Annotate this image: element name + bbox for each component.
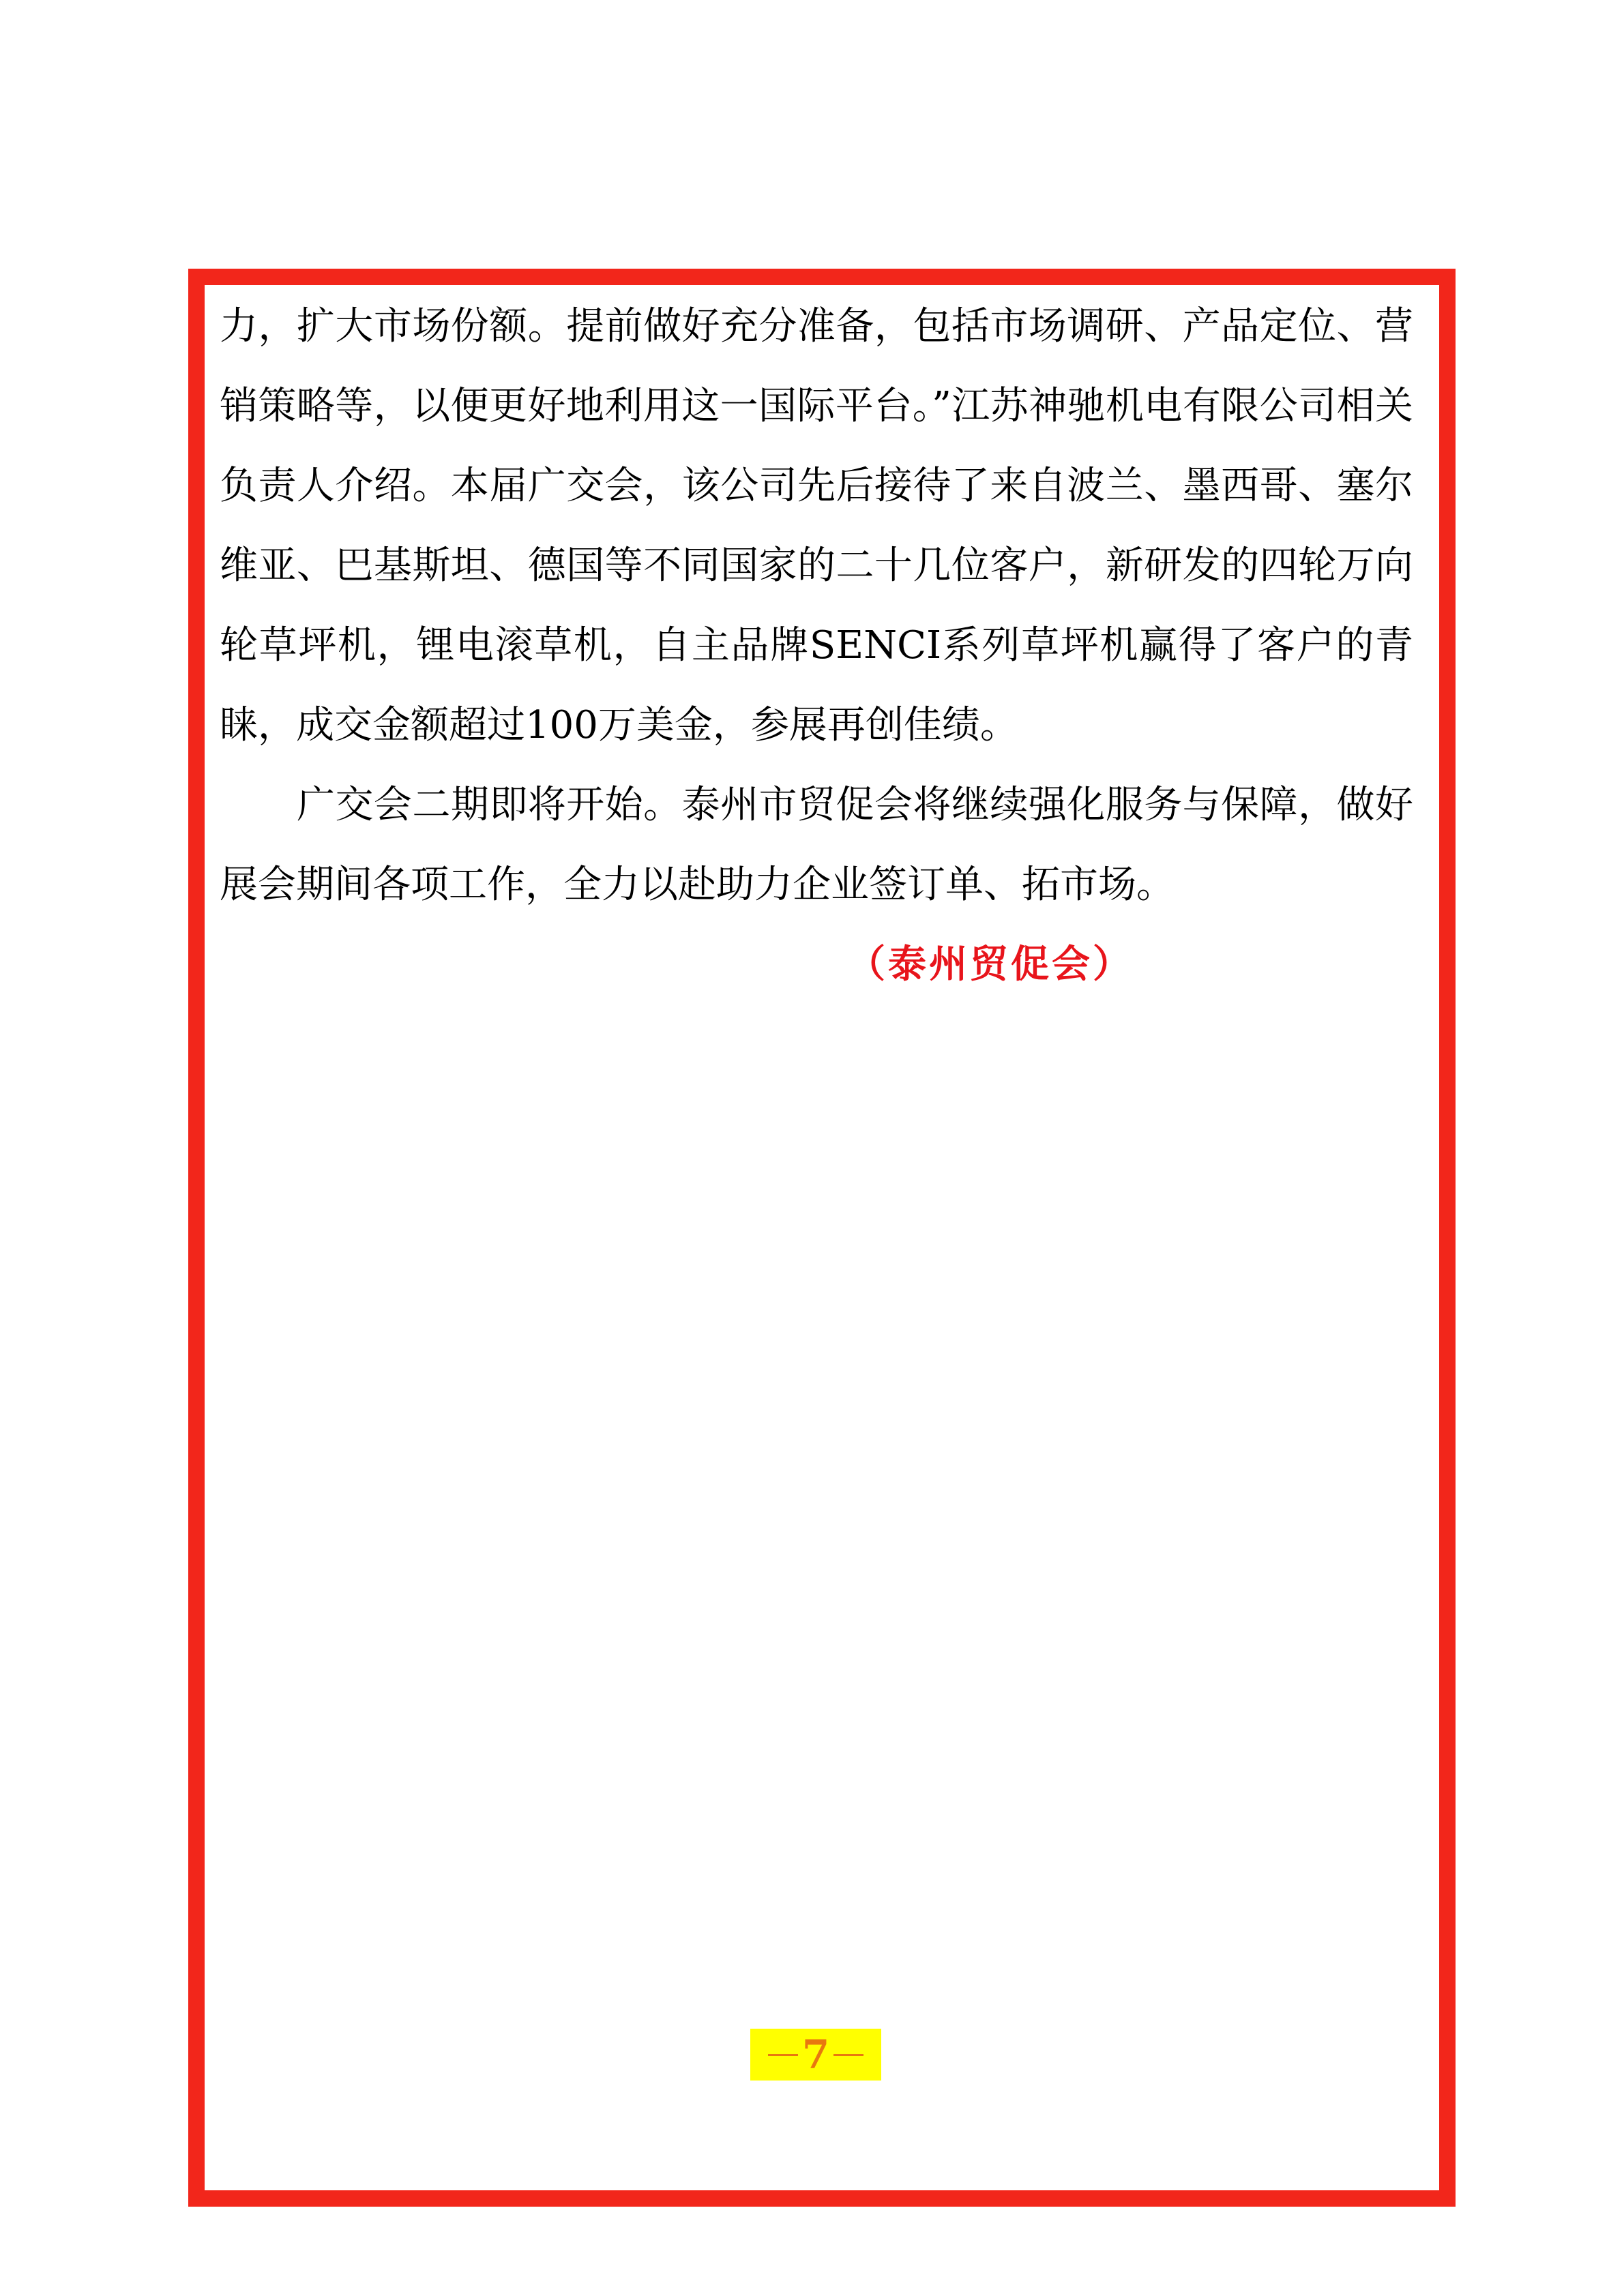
page-number: 7 [801,2031,830,2078]
paragraph-1: 力，扩大市场份额。提前做好充分准备，包括市场调研、产品定位、营销策略等，以便更好地利用这一国际平台。”江苏神驰机电有限公司相关负责人介绍。本届广交会，该公司先后接待了来自波兰、墨西哥、塞尔维亚、巴基斯坦、德国等不同国家的二十几位客户，新研发的四轮万向轮草坪机，锂电滚草机，自主品牌SENCI系列草坪机赢得了客户的青睐，成交金额超过100万美金，参展再创佳绩。 [220,304,1413,747]
paragraph-2: 广交会二期即将开始。泰州市贸促会将继续强化服务与保障，做好展会期间各项工作，全力以赴助力企业签订单、拓市场。 [220,783,1413,907]
source-attribution: （泰州贸促会） [847,942,1134,987]
left-dash-icon [768,2054,798,2056]
right-dash-icon [833,2054,863,2056]
page-number-badge [750,2029,881,2081]
article-body [220,286,1413,1004]
